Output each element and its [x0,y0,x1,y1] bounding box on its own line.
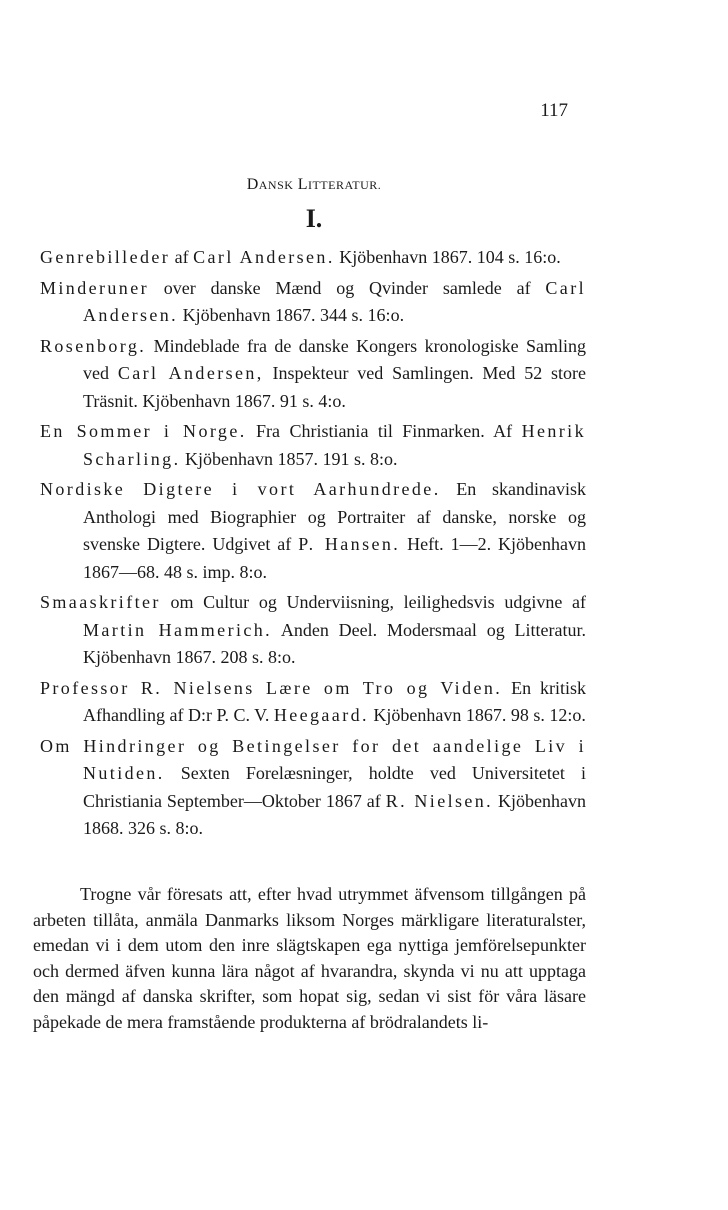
roman-numeral-heading: I. [305,204,323,233]
entry-person: Carl Andersen. [193,247,335,267]
section-heading-initial-1: D [246,176,259,193]
entry-text: om Cultur og Underviisning, leilighedsvis udgivne af [160,592,586,612]
entry-imprint: Inspekteur ved Samlingen. Med 52 store Träsnit. Kjöbenhavn 1867. 91 s. 4:o. [83,363,587,411]
bibliography-entry [40,333,586,416]
bibliography-entry [40,476,586,586]
entry-title: En Sommer i Norge. [40,421,247,441]
bibliography-entry [40,418,586,473]
entry-text: af [170,247,194,267]
section-heading [0,176,628,194]
entry-text: Sexten Forelæsninger, holdte ved Universitetet i Christiania September—Oktober 1867 af [83,763,586,811]
section-heading-rest-2: ITTERATUR. [307,178,382,192]
entry-person: Martin Hammerich. [83,619,273,640]
entry-title: Genrebilleder [40,247,171,267]
section-heading-initial-2: L [297,176,308,193]
bibliography-entry [40,675,586,730]
entry-person: Heegaard. [273,705,369,725]
bibliography-entry [40,589,586,672]
entry-imprint: Kjöbenhavn 1867. 104 s. 16:o. [334,247,561,267]
bibliography-entry [40,733,586,843]
entry-imprint: Kjöbenhavn 1867. 98 s. 12:o. [368,705,586,725]
entry-title: Rosenborg. [40,335,147,356]
entry-imprint: Heft. 1—2. Kjöbenhavn 1867—68. 48 s. imp. 8:o. [83,534,586,582]
page-number: 117 [540,100,568,121]
entry-person: R. Nielsen. [385,790,494,811]
entry-text: En skandinavisk Anthologi med Biographier og Portraiter af danske, norske og svenske Digtere. Udgivet af [83,479,586,554]
entry-person: P. Hansen. [298,534,401,554]
entry-imprint: Kjöbenhavn 1868. 326 s. 8:o. [83,790,587,838]
entry-title: Nordiske Digtere i vort Aarhundrede. [40,479,441,499]
entry-text: Mindeblade fra de danske Kongers kronologiske Samling ved [83,335,586,383]
entry-imprint: Anden Deel. Modersmaal og Litteratur. Kjöbenhavn 1867. 208 s. 8:o. [83,619,586,667]
entry-imprint: Kjöbenhavn 1867. 344 s. 16:o. [178,305,405,325]
body-paragraph: Trogne vår föresats att, efter hvad utrymmet äfvensom tillgången på arbeten tillåta, anmäla Danmarks liksom Norges märkligare literaturalster, emedan vi i dem utom den inre slägtskapen ega nyttiga jemförelsepunkter och dermed äfven kunna lära något af hvarandra, skynda vi nu att upptaga den mängd af danska skrifter, som hopat sig, sedan vi sist för våra läsare påpekade de mera framstående produkterna af brödralandets li- [33,884,586,1032]
entry-title: Smaaskrifter [40,592,161,612]
section-heading-rest-1: ANSK [258,178,294,192]
bibliography-entry [40,244,586,272]
entry-title: Professor R. Nielsens Lære om Tro og Viden. [40,677,503,698]
entry-title: Minderuner [40,277,149,298]
entry-title: Om Hindringer og Betingelser for det aandelige Liv i Nutiden. [40,735,586,783]
entry-person: Carl Andersen. [83,277,586,325]
entry-text: Fra Christiania til Finmarken. Af [246,421,522,441]
bibliography-entry [40,275,586,330]
entry-text: En kritisk Afhandling af D:r P. C. V. [83,677,586,725]
entry-imprint: Kjöbenhavn 1857. 191 s. 8:o. [180,448,398,469]
entry-person: Henrik Scharling. [83,421,586,469]
entry-person: Carl Andersen, [117,363,264,383]
entry-text: over danske Mænd og Qvinder samlede af [148,277,546,298]
bibliography-list [40,244,586,846]
